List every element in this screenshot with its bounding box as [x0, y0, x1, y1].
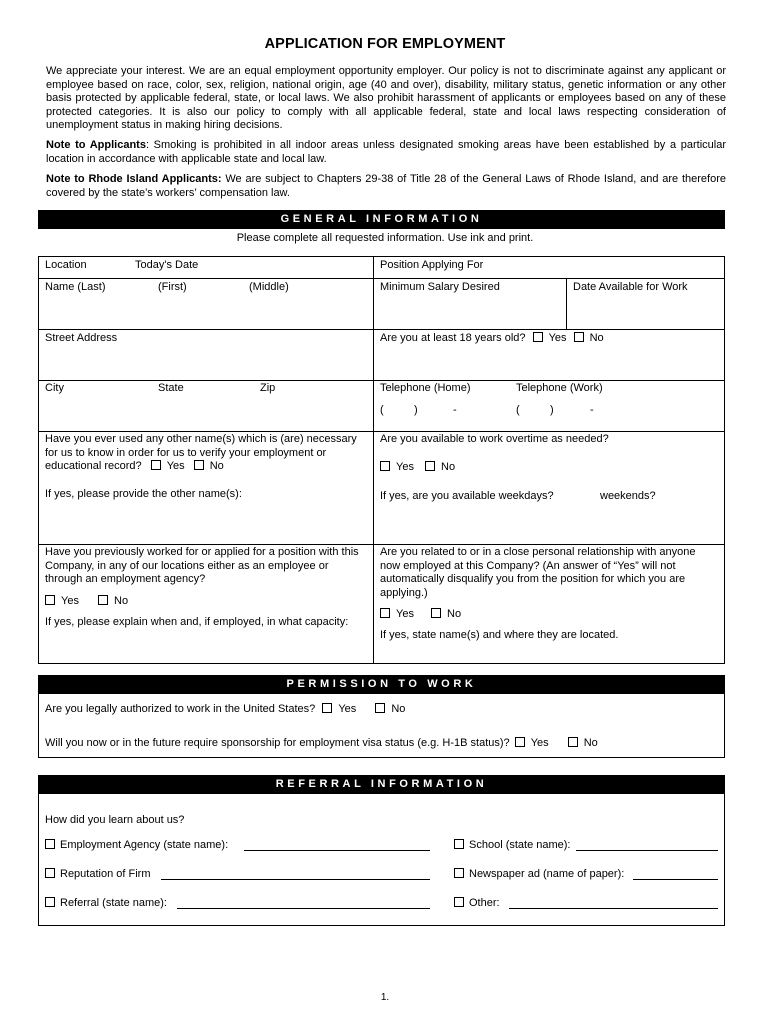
yes-label: Yes	[338, 703, 357, 715]
yes-label: Yes	[396, 461, 414, 473]
age-question-label: Are you at least 18 years old?	[380, 332, 526, 344]
page-title: APPLICATION FOR EMPLOYMENT	[264, 36, 506, 52]
school-input[interactable]	[576, 850, 718, 851]
newspaper-option	[454, 868, 624, 880]
no-label: No	[114, 595, 129, 607]
related-options	[380, 608, 461, 620]
referral-label: Referral (state name):	[60, 897, 167, 909]
date-available-field[interactable]: Date Available for Work	[573, 281, 688, 293]
rhode-island-note	[46, 173, 726, 200]
location-field[interactable]: Location	[45, 259, 87, 271]
permission-header: PERMISSION TO WORK	[38, 675, 725, 694]
other-checkbox[interactable]	[454, 897, 464, 907]
overtime-no-checkbox[interactable]	[425, 461, 435, 471]
row-divider	[38, 380, 725, 381]
general-information-header: GENERAL INFORMATION	[38, 210, 725, 229]
min-salary-field[interactable]: Minimum Salary Desired	[380, 281, 500, 293]
referral-input[interactable]	[177, 908, 430, 909]
no-label: No	[589, 332, 604, 344]
work-phone-dash: -	[590, 404, 594, 416]
worked-before-followup: If yes, please explain when and, if employed, in what capacity:	[45, 616, 349, 628]
yes-label: Yes	[61, 595, 79, 607]
yes-label: Yes	[166, 460, 185, 472]
position-field[interactable]: Position Applying For	[380, 259, 484, 271]
worked-before-no-checkbox[interactable]	[98, 595, 108, 605]
newspaper-label: Newspaper ad (name of paper):	[469, 868, 625, 880]
overtime-question: Are you available to work overtime as needed?	[380, 433, 609, 445]
smoking-note-label: Note to Applicants	[46, 139, 146, 151]
other-option	[454, 897, 500, 909]
street-address-field[interactable]: Street Address	[45, 332, 118, 344]
school-option	[454, 839, 571, 851]
age-no-checkbox[interactable]	[574, 332, 584, 342]
sponsorship-label: Will you now or in the future require sponsorship for employment visa status (e.g. H-1B status)?	[45, 737, 510, 749]
overtime-yes-checkbox[interactable]	[380, 461, 390, 471]
reputation-option	[45, 868, 150, 880]
smoking-note-text: : Smoking is prohibited in all indoor areas unless designated smoking areas have been established by a particular location in accordance with applicable state and local law.	[46, 139, 726, 165]
other-label: Other:	[469, 897, 500, 909]
row-divider	[38, 431, 725, 432]
referral-header: REFERRAL INFORMATION	[38, 775, 725, 794]
state-field[interactable]: State	[158, 382, 184, 394]
worked-before-options	[45, 595, 128, 607]
newspaper-input[interactable]	[633, 879, 718, 880]
related-yes-checkbox[interactable]	[380, 608, 390, 618]
no-label: No	[447, 608, 462, 620]
referral-checkbox[interactable]	[45, 897, 55, 907]
other-names-no-checkbox[interactable]	[194, 460, 204, 470]
age-yes-checkbox[interactable]	[533, 332, 543, 342]
other-names-yes-checkbox[interactable]	[151, 460, 161, 470]
city-field[interactable]: City	[45, 382, 64, 394]
weekdays-question: If yes, are you available weekdays?	[380, 490, 554, 502]
eeo-statement: We appreciate your interest. We are an equal employment opportunity employer. Our policy is not to discriminate against any applicant or employee based on race, color, sex, religion, national origin, age (40 and over), disability, military status, genetic information or any other basis protected by applicable federal, state, or local laws. We also prohibit harassment of applicants or employees based on any of these protected categories. It is also our policy to comply with all applicable federal, state and local laws respecting consideration of unemployment status in making hiring decisions.	[46, 65, 726, 132]
employment-agency-label: Employment Agency (state name):	[60, 839, 229, 851]
yes-label: Yes	[530, 737, 549, 749]
rhode-island-note-text: We are subject to Chapters 29-38 of Title 28 of the General Laws of Rhode Island, and are therefore covered by the state’s workers’ compensation law.	[46, 173, 726, 199]
home-area-code-close: )	[414, 404, 418, 416]
work-area-code-open: (	[516, 404, 520, 416]
zip-field[interactable]: Zip	[260, 382, 276, 394]
yes-label: Yes	[396, 608, 414, 620]
related-question: Are you related to or in a close personal relationship with anyone now employed at this Company? (An answer of “Yes” will not automatically disqualify you from the position for which you are applying.)	[380, 546, 696, 599]
employment-agency-input[interactable]	[244, 850, 430, 851]
sponsorship-question	[45, 737, 598, 749]
no-label: No	[391, 703, 406, 715]
name-first-field[interactable]: (First)	[158, 281, 187, 293]
salary-date-divider	[566, 278, 567, 329]
home-phone-dash: -	[453, 404, 457, 416]
weekends-question: weekends?	[600, 490, 656, 502]
work-authorization-question	[45, 703, 405, 715]
home-area-code-open: (	[380, 404, 384, 416]
referral-question: How did you learn about us?	[45, 814, 185, 826]
rhode-island-note-label: Note to Rhode Island Applicants:	[46, 173, 222, 185]
name-last-field[interactable]: Name (Last)	[45, 281, 106, 293]
no-label: No	[441, 461, 456, 473]
telephone-work-field[interactable]: Telephone (Work)	[516, 382, 603, 394]
smoking-note	[46, 139, 726, 166]
worked-before-question: Have you previously worked for or applied for a position with this Company, in any of our locations either as an employee or through an employment agency?	[45, 546, 359, 585]
reputation-input[interactable]	[161, 879, 430, 880]
column-divider	[373, 256, 374, 664]
referral-option	[45, 897, 167, 909]
no-label: No	[209, 460, 224, 472]
work-area-code-close: )	[550, 404, 554, 416]
newspaper-checkbox[interactable]	[454, 868, 464, 878]
row-divider	[38, 329, 725, 330]
authorized-yes-checkbox[interactable]	[322, 703, 332, 713]
other-names-question	[45, 433, 367, 474]
row-divider	[38, 544, 725, 545]
age-question	[380, 332, 604, 344]
overtime-options	[380, 461, 455, 473]
no-label: No	[583, 737, 598, 749]
sponsorship-yes-checkbox[interactable]	[515, 737, 525, 747]
yes-label: Yes	[548, 332, 567, 344]
sponsorship-no-checkbox[interactable]	[568, 737, 578, 747]
todays-date-field[interactable]: Today's Date	[135, 259, 199, 271]
other-names-question-text: Have you ever used any other name(s) which is (are) necessary for us to know in order for us to verify your employment or educational record?	[45, 433, 357, 472]
other-names-followup: If yes, please provide the other name(s):	[45, 488, 242, 500]
authorized-no-checkbox[interactable]	[375, 703, 385, 713]
employment-agency-checkbox[interactable]	[45, 839, 55, 849]
general-instruction: Please complete all requested information. Use ink and print.	[236, 232, 534, 244]
related-followup: If yes, state name(s) and where they are located.	[380, 629, 619, 641]
name-middle-field[interactable]: (Middle)	[249, 281, 289, 293]
school-label: School (state name):	[469, 839, 571, 851]
row-divider	[38, 278, 725, 279]
reputation-checkbox[interactable]	[45, 868, 55, 878]
related-no-checkbox[interactable]	[431, 608, 441, 618]
school-checkbox[interactable]	[454, 839, 464, 849]
employment-agency-option	[45, 839, 228, 851]
worked-before-yes-checkbox[interactable]	[45, 595, 55, 605]
reputation-label: Reputation of Firm	[60, 868, 151, 880]
other-input[interactable]	[509, 908, 718, 909]
work-authorization-label: Are you legally authorized to work in the United States?	[45, 703, 316, 715]
page-number: 1.	[380, 992, 390, 1003]
telephone-home-field[interactable]: Telephone (Home)	[380, 382, 471, 394]
